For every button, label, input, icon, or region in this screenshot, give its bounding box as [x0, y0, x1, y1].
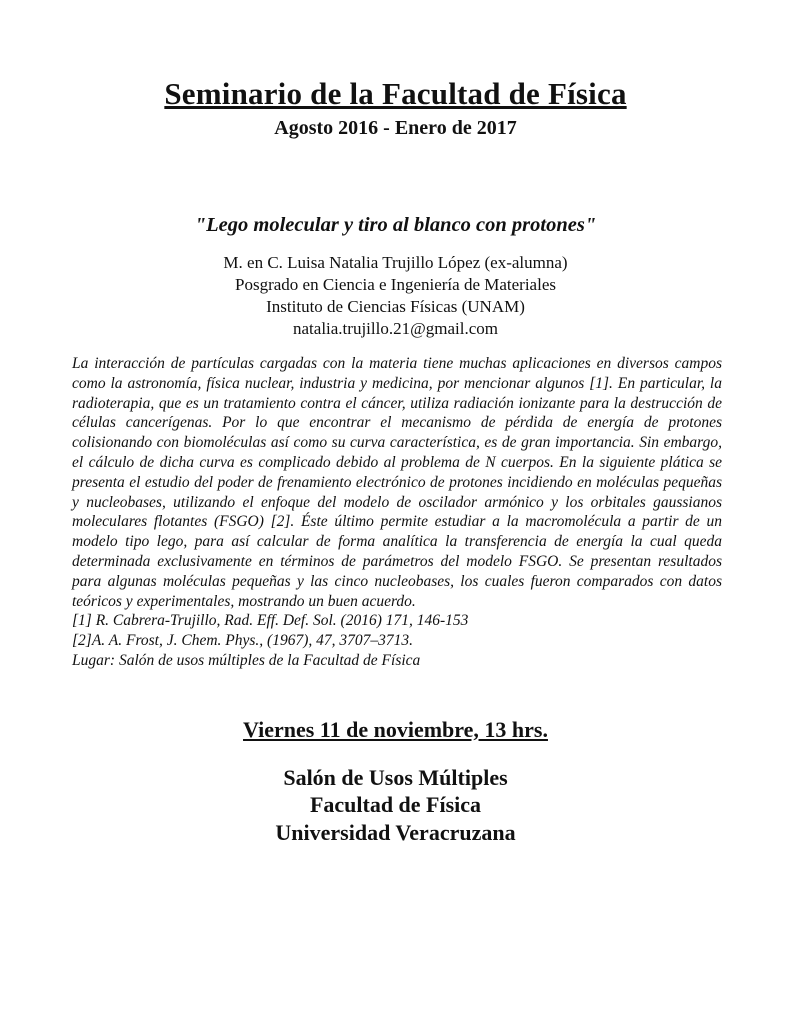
event-venue: Salón de Usos Múltiples: [283, 764, 508, 790]
reference-1: [1] R. Cabrera-Trujillo, Rad. Eff. Def. Sol. (2016) 171, 146-153: [72, 612, 469, 630]
abstract-text: La interacción de partículas cargadas con la materia tiene muchas aplicaciones en diversos campos como la astronomía, física nuclear, industria y medicina, por mencionar algunos [1]. En particular, la radioterapia, que es un tratamiento contra el cáncer, utiliza radiación ionizante para la destrucción de células cancerígenas. Por lo que encontrar el mecanismo de pérdida de energía de protones colisionando con biomoléculas así como su curva característica, es de gran importancia. Sin embargo, el cálculo de dicha curva es complicado debido al problema de N cuerpos. En la siguiente plática se presenta el estudio del poder de frenamiento electrónico de protones incidiendo en moléculas pequeñas y nucleobases, utilizando el enfoque del modelo de oscilador armónico y los orbitales gaussianos moleculares flotantes (FSGO) [2]. Éste último permite estudiar a la macromolécula a partir de un modelo tipo lego, para así calcular de forma analítica la transferencia de energía la cual queda determinada exclusivamente en términos de parámetros del modelo FSGO. Se presentan resultados para algunas moléculas pequeñas y las cinco nucleobases, los cuales fueron comparados con datos teóricos y experimentales, mostrando un buen acuerdo.: [72, 355, 722, 610]
seminar-series-title: Seminario de la Facultad de Física: [164, 76, 627, 111]
seminar-period: Agosto 2016 - Enero de 2017: [274, 117, 517, 139]
speaker-name: M. en C. Luisa Natalia Trujillo López (ex-alumna): [223, 253, 568, 272]
speaker-institute: Instituto de Ciencias Físicas (UNAM): [266, 297, 525, 316]
talk-title: "Lego molecular y tiro al blanco con protones": [194, 214, 597, 236]
references-block: [72, 611, 722, 670]
event-faculty: Facultad de Física: [309, 792, 482, 818]
event-university: Universidad Veracruzana: [275, 819, 516, 845]
venue-note: Lugar: Salón de usos múltiples de la Facultad de Física: [72, 651, 421, 669]
speaker-block: [0, 252, 791, 340]
venue-block: [0, 764, 791, 847]
speaker-email: natalia.trujillo.21@gmail.com: [293, 319, 498, 338]
reference-2: [2]A. A. Frost, J. Chem. Phys., (1967), 47, 3707–3713.: [72, 632, 413, 650]
speaker-program: Posgrado en Ciencia e Ingeniería de Materiales: [235, 275, 556, 294]
event-datetime: Viernes 11 de noviembre, 13 hrs.: [243, 716, 548, 742]
